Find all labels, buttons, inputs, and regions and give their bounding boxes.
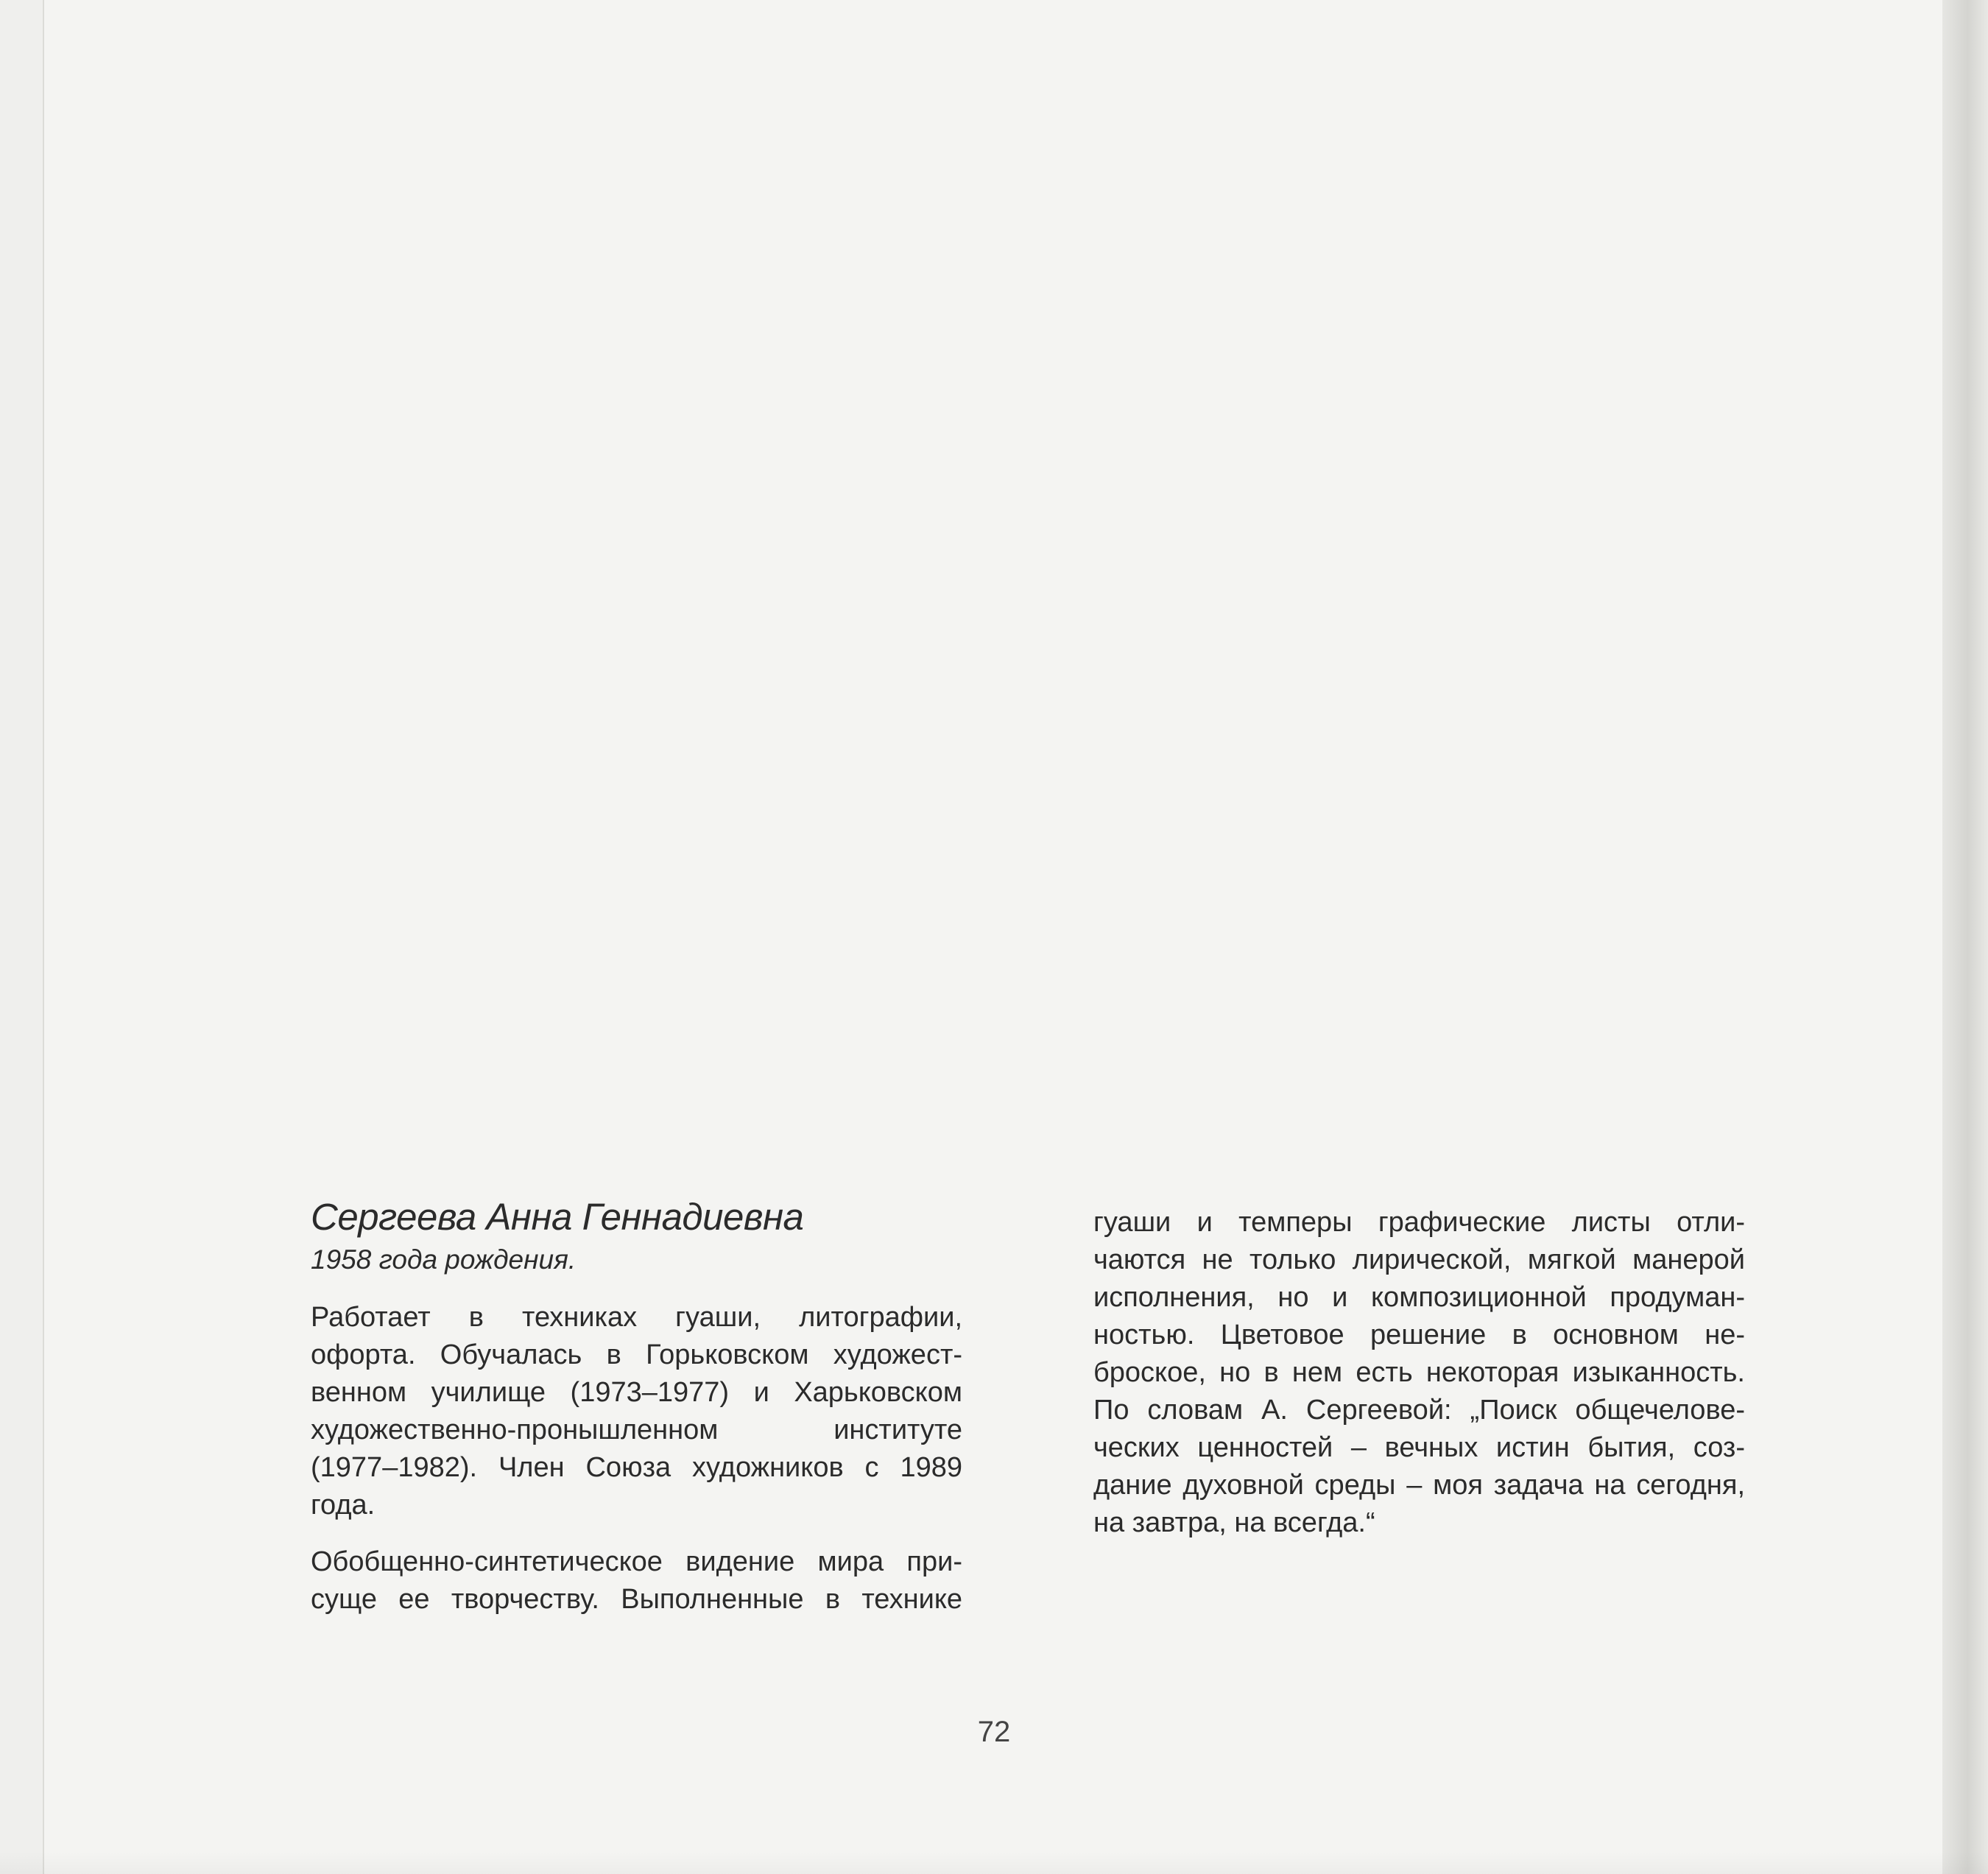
text-line: офорта. Обучалась в Горьковском художест- <box>311 1339 962 1370</box>
page-bottom-shade <box>0 1852 1988 1874</box>
text-line: броское, но в нем есть некоторая изыканность. <box>1093 1357 1745 1388</box>
page-number: 72 <box>977 1716 1011 1748</box>
artist-birth-year: 1958 года рождения. <box>311 1244 577 1275</box>
page-edge-left <box>0 0 43 1874</box>
text-line: года. <box>311 1490 376 1521</box>
text-line: исполнения, но и композиционной продуман- <box>1093 1282 1745 1313</box>
style-paragraph-continued <box>1093 1204 1745 1542</box>
text-line: суще ее творчеству. Выполненные в технике <box>311 1584 962 1615</box>
left-text-column <box>311 1196 962 1638</box>
artist-name: Сергеева Анна Геннадиевна <box>311 1196 804 1238</box>
text-line: чаются не только лирической, мягкой манерой <box>1093 1244 1745 1275</box>
text-line: (1977–1982). Член Союза художников с 1989 <box>311 1452 962 1483</box>
text-line: По словам А. Сергеевой: „Поиск общечелове- <box>1093 1395 1745 1426</box>
text-line: венном училище (1973–1977) и Харьковском <box>311 1377 962 1408</box>
page-fold-line <box>43 0 44 1874</box>
text-line: на завтра, на всегда.“ <box>1093 1507 1375 1538</box>
page-edge-right <box>1942 0 1988 1874</box>
text-line: дание духовной среды – моя задача на сегодня, <box>1093 1470 1745 1501</box>
text-line: ческих ценностей – вечных истин бытия, соз- <box>1093 1432 1745 1463</box>
text-line: Обобщенно-синтетическое видение мира при- <box>311 1546 962 1577</box>
biography-paragraph <box>311 1299 962 1524</box>
text-line: Работает в техниках гуаши, литографии, <box>311 1302 962 1333</box>
text-line: художественно-пронышленном институте <box>311 1415 962 1445</box>
text-line: гуаши и темперы графические листы отли- <box>1093 1207 1745 1238</box>
style-paragraph <box>311 1543 962 1618</box>
text-line: ностью. Цветовое решение в основном не- <box>1093 1320 1745 1350</box>
right-text-column <box>1093 1204 1745 1561</box>
